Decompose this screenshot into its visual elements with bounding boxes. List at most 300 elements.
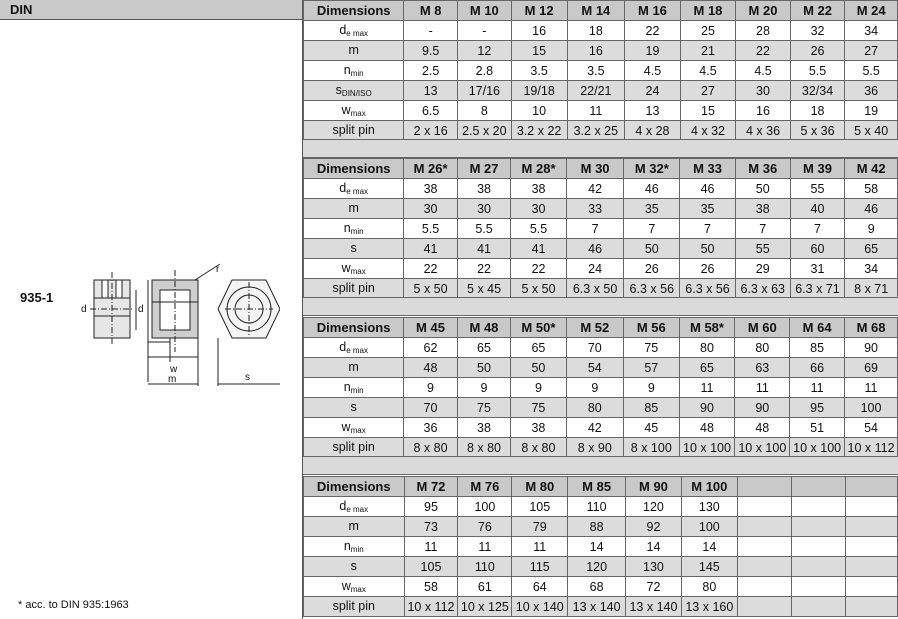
table-cell: 75 bbox=[457, 398, 510, 418]
table-cell: 38 bbox=[457, 418, 510, 438]
table-cell: 48 bbox=[735, 418, 790, 438]
table-cell: 5.5 bbox=[845, 61, 898, 81]
table-cell: 50 bbox=[511, 358, 566, 378]
row-label-main: split pin bbox=[332, 599, 375, 613]
table-cell bbox=[845, 557, 897, 577]
table-row bbox=[304, 219, 898, 239]
row-label-main: s bbox=[350, 400, 357, 414]
drawing-label-w: w bbox=[170, 364, 178, 375]
table-cell: 3.2 x 22 bbox=[511, 121, 567, 141]
table-cell: 130 bbox=[681, 497, 737, 517]
table-cell: 10 bbox=[511, 101, 567, 121]
table-cell: 21 bbox=[680, 41, 736, 61]
table-cell: 9 bbox=[404, 378, 457, 398]
table-cell: 50 bbox=[735, 179, 790, 199]
table-cell: 90 bbox=[679, 398, 735, 418]
row-label-subscript: min bbox=[350, 69, 364, 78]
thread-size-header: M 26* bbox=[404, 159, 458, 179]
row-label bbox=[304, 219, 404, 239]
table-cell: 22 bbox=[457, 259, 511, 279]
table-cell: 6.3 x 50 bbox=[566, 279, 624, 299]
table-cell: 58 bbox=[404, 577, 458, 597]
table-cell: 64 bbox=[512, 577, 568, 597]
table-cell: 4 x 36 bbox=[736, 121, 791, 141]
table-cell: 15 bbox=[511, 41, 567, 61]
table-row bbox=[304, 577, 898, 597]
table-cell: 58 bbox=[845, 179, 898, 199]
table-cell: 61 bbox=[458, 577, 512, 597]
thread-size-header: M 36 bbox=[735, 159, 790, 179]
table-cell: 62 bbox=[404, 338, 457, 358]
table-cell: 57 bbox=[623, 358, 679, 378]
thread-size-header: M 24 bbox=[845, 1, 898, 21]
table-cell: 10 x 100 bbox=[679, 438, 735, 458]
table-cell bbox=[737, 577, 791, 597]
thread-size-header: M 64 bbox=[790, 318, 845, 338]
table-cell: 9 bbox=[566, 378, 623, 398]
table-cell: 38 bbox=[735, 199, 790, 219]
table-cell: 68 bbox=[568, 577, 626, 597]
table-cell: 16 bbox=[511, 21, 567, 41]
table-row bbox=[304, 259, 898, 279]
row-label bbox=[304, 259, 404, 279]
table-cell: 80 bbox=[681, 577, 737, 597]
table-cell: 100 bbox=[458, 497, 512, 517]
table-cell: 120 bbox=[626, 497, 682, 517]
dimensions-header-cell: Dimensions bbox=[304, 159, 404, 179]
row-label bbox=[304, 279, 404, 299]
row-label-subscript: e max bbox=[346, 187, 369, 196]
table-cell: 18 bbox=[567, 21, 625, 41]
table-cell: 9.5 bbox=[404, 41, 458, 61]
table-row bbox=[304, 338, 898, 358]
thread-size-header: M 14 bbox=[567, 1, 625, 21]
table-cell bbox=[737, 537, 791, 557]
table-cell: 5 x 36 bbox=[790, 121, 845, 141]
table-cell: 79 bbox=[512, 517, 568, 537]
table-cell: 130 bbox=[626, 557, 682, 577]
row-label bbox=[304, 199, 404, 219]
table-row bbox=[304, 517, 898, 537]
row-label-main: w bbox=[341, 103, 351, 117]
table-cell: 30 bbox=[404, 199, 458, 219]
table-cell: 25 bbox=[680, 21, 736, 41]
thread-size-header: M 28* bbox=[511, 159, 566, 179]
table-row bbox=[304, 418, 898, 438]
drawing-label-s: s bbox=[245, 372, 250, 383]
row-label bbox=[304, 557, 405, 577]
table-row bbox=[304, 61, 898, 81]
thread-size-header: M 48 bbox=[457, 318, 510, 338]
thread-size-header bbox=[845, 477, 897, 497]
thread-size-header bbox=[737, 477, 791, 497]
table-cell: 72 bbox=[626, 577, 682, 597]
thread-size-header: M 68 bbox=[845, 318, 898, 338]
table-cell: 9 bbox=[511, 378, 566, 398]
table-cell: 6.3 x 56 bbox=[680, 279, 736, 299]
row-label-main: n bbox=[343, 63, 351, 77]
table-cell: 13 bbox=[404, 81, 458, 101]
table-cell: 14 bbox=[568, 537, 626, 557]
table-cell: 10 x 100 bbox=[735, 438, 790, 458]
table-row bbox=[304, 378, 898, 398]
table-cell: 65 bbox=[457, 338, 510, 358]
thread-size-header: M 39 bbox=[790, 159, 845, 179]
table-cell: 11 bbox=[679, 378, 735, 398]
row-label bbox=[304, 418, 404, 438]
thread-size-header: M 42 bbox=[845, 159, 898, 179]
table-cell: 46 bbox=[845, 199, 898, 219]
table-separator bbox=[303, 297, 898, 316]
table-cell: 70 bbox=[404, 398, 457, 418]
row-label bbox=[304, 358, 404, 378]
table-cell: 27 bbox=[845, 41, 898, 61]
row-label-main: n bbox=[343, 539, 351, 553]
row-label bbox=[304, 338, 404, 358]
table-cell: 38 bbox=[511, 179, 566, 199]
thread-size-header: M 45 bbox=[404, 318, 457, 338]
table-cell: 42 bbox=[566, 418, 623, 438]
table-cell: 85 bbox=[790, 338, 845, 358]
row-label bbox=[304, 497, 405, 517]
table-cell: 22 bbox=[625, 21, 681, 41]
table-cell: 65 bbox=[511, 338, 566, 358]
table-cell: 16 bbox=[567, 41, 625, 61]
row-label-main: split pin bbox=[332, 281, 375, 295]
table-cell: 36 bbox=[404, 418, 457, 438]
table-cell: 60 bbox=[790, 239, 845, 259]
table-cell: 22 bbox=[736, 41, 791, 61]
table-cell: 8 x 80 bbox=[457, 438, 510, 458]
table-cell: 92 bbox=[626, 517, 682, 537]
row-label-main: d bbox=[339, 340, 347, 354]
table-cell: 22/21 bbox=[567, 81, 625, 101]
table-cell: 5.5 bbox=[404, 219, 458, 239]
row-label-subscript: min bbox=[350, 386, 364, 395]
table-cell: 8 x 80 bbox=[404, 438, 457, 458]
table-cell: 41 bbox=[404, 239, 458, 259]
dimension-table bbox=[303, 0, 898, 141]
table-cell: 95 bbox=[404, 497, 458, 517]
table-row bbox=[304, 21, 898, 41]
table-cell: 50 bbox=[680, 239, 736, 259]
table-cell bbox=[845, 597, 897, 617]
table-cell: 3.5 bbox=[511, 61, 567, 81]
table-cell: 9 bbox=[623, 378, 679, 398]
table-cell: 19/18 bbox=[511, 81, 567, 101]
row-label-main: n bbox=[343, 221, 351, 235]
table-cell: 2.8 bbox=[457, 61, 511, 81]
table-cell: 38 bbox=[404, 179, 458, 199]
thread-size-header: M 27 bbox=[457, 159, 511, 179]
table-cell: 3.5 bbox=[567, 61, 625, 81]
table-cell bbox=[737, 557, 791, 577]
table-cell: 14 bbox=[681, 537, 737, 557]
table-cell: 24 bbox=[625, 81, 681, 101]
table-header-row bbox=[304, 318, 898, 338]
table-cell: 15 bbox=[680, 101, 736, 121]
table-cell: 40 bbox=[790, 199, 845, 219]
thread-size-header: M 30 bbox=[566, 159, 624, 179]
table-cell: 41 bbox=[457, 239, 511, 259]
table-row bbox=[304, 358, 898, 378]
row-label-main: d bbox=[339, 23, 347, 37]
row-label bbox=[304, 81, 404, 101]
table-cell: 70 bbox=[566, 338, 623, 358]
table-cell: 73 bbox=[404, 517, 458, 537]
table-cell bbox=[845, 577, 897, 597]
drawing-label-de: d bbox=[138, 304, 144, 315]
table-cell: 110 bbox=[568, 497, 626, 517]
table-cell: 11 bbox=[512, 537, 568, 557]
thread-size-header: M 72 bbox=[404, 477, 458, 497]
standard-number: 935-1 bbox=[20, 290, 54, 305]
table-cell: 10 x 100 bbox=[790, 438, 845, 458]
dimensions-header-cell: Dimensions bbox=[304, 1, 404, 21]
row-label-main: m bbox=[348, 360, 359, 374]
table-cell: 11 bbox=[790, 378, 845, 398]
table-cell: 4 x 32 bbox=[680, 121, 736, 141]
table-cell: 7 bbox=[735, 219, 790, 239]
row-label bbox=[304, 378, 404, 398]
table-cell: 90 bbox=[845, 338, 898, 358]
row-label-subscript: e max bbox=[346, 505, 369, 514]
table-cell: 100 bbox=[681, 517, 737, 537]
table-cell: 34 bbox=[845, 21, 898, 41]
table-cell: 110 bbox=[458, 557, 512, 577]
table-cell: 30 bbox=[457, 199, 511, 219]
thread-size-header: M 8 bbox=[404, 1, 458, 21]
table-cell: 5.5 bbox=[790, 61, 845, 81]
standard-column bbox=[0, 0, 303, 619]
row-label-main: w bbox=[341, 261, 351, 275]
table-row bbox=[304, 438, 898, 458]
footnote: * acc. to DIN 935:1963 bbox=[18, 599, 129, 611]
table-cell: 5 x 50 bbox=[404, 279, 458, 299]
table-cell: 4.5 bbox=[680, 61, 736, 81]
thread-size-header: M 80 bbox=[512, 477, 568, 497]
thread-size-header: M 50* bbox=[511, 318, 566, 338]
table-cell: 54 bbox=[845, 418, 898, 438]
castle-nut-technical-drawing bbox=[70, 262, 280, 392]
row-label bbox=[304, 239, 404, 259]
row-label-subscript: DIN/ISO bbox=[341, 89, 372, 98]
table-cell: 3.2 x 25 bbox=[567, 121, 625, 141]
table-header-row bbox=[304, 159, 898, 179]
table-cell: 13 bbox=[625, 101, 681, 121]
table-cell: 10 x 112 bbox=[845, 438, 898, 458]
nut-side-view bbox=[90, 272, 134, 344]
table-cell: 30 bbox=[511, 199, 566, 219]
table-cell: 26 bbox=[680, 259, 736, 279]
table-cell: 50 bbox=[624, 239, 680, 259]
table-cell: - bbox=[457, 21, 511, 41]
thread-size-header: M 76 bbox=[458, 477, 512, 497]
table-row bbox=[304, 497, 898, 517]
table-cell: 26 bbox=[790, 41, 845, 61]
table-cell: 4.5 bbox=[736, 61, 791, 81]
row-label bbox=[304, 179, 404, 199]
table-cell: 12 bbox=[457, 41, 511, 61]
table-cell: 6.5 bbox=[404, 101, 458, 121]
thread-size-header: M 12 bbox=[511, 1, 567, 21]
table-cell: 2.5 x 20 bbox=[457, 121, 511, 141]
row-label bbox=[304, 577, 405, 597]
table-cell: 48 bbox=[404, 358, 457, 378]
table-cell: 10 x 125 bbox=[458, 597, 512, 617]
table-header-row bbox=[304, 477, 898, 497]
thread-size-header: M 16 bbox=[625, 1, 681, 21]
table-cell: 120 bbox=[568, 557, 626, 577]
row-label-main: s bbox=[335, 83, 342, 97]
table-cell: 105 bbox=[404, 557, 458, 577]
table-cell: 16 bbox=[736, 101, 791, 121]
dimension-table bbox=[303, 158, 898, 299]
table-row bbox=[304, 179, 898, 199]
table-cell: 31 bbox=[790, 259, 845, 279]
thread-size-header: M 56 bbox=[623, 318, 679, 338]
table-cell: 41 bbox=[511, 239, 566, 259]
table-cell: 14 bbox=[626, 537, 682, 557]
table-cell: 45 bbox=[623, 418, 679, 438]
row-label-subscript: e max bbox=[346, 346, 368, 355]
table-cell: 13 x 140 bbox=[626, 597, 682, 617]
table-cell: 36 bbox=[845, 81, 898, 101]
table-row bbox=[304, 398, 898, 418]
thread-size-header: M 60 bbox=[735, 318, 790, 338]
table-cell: 6.3 x 63 bbox=[735, 279, 790, 299]
table-cell: 38 bbox=[457, 179, 511, 199]
table-cell bbox=[791, 497, 845, 517]
table-cell: 19 bbox=[625, 41, 681, 61]
table-cell: 95 bbox=[790, 398, 845, 418]
nut-section-view bbox=[136, 270, 198, 386]
table-cell: 105 bbox=[512, 497, 568, 517]
table-cell: 22 bbox=[404, 259, 458, 279]
table-cell bbox=[845, 537, 897, 557]
thread-size-header: M 20 bbox=[736, 1, 791, 21]
table-cell: 65 bbox=[679, 358, 735, 378]
thread-size-header bbox=[791, 477, 845, 497]
table-cell: 5 x 50 bbox=[511, 279, 566, 299]
table-cell: 32 bbox=[790, 21, 845, 41]
table-cell: 9 bbox=[457, 378, 510, 398]
table-cell: 18 bbox=[790, 101, 845, 121]
table-cell: 7 bbox=[680, 219, 736, 239]
table-cell: 8 bbox=[457, 101, 511, 121]
table-cell bbox=[845, 517, 897, 537]
table-cell: 50 bbox=[457, 358, 510, 378]
table-separator bbox=[303, 139, 898, 158]
thread-size-header: M 33 bbox=[680, 159, 736, 179]
thread-size-header: M 22 bbox=[790, 1, 845, 21]
row-label-main: s bbox=[350, 241, 357, 255]
dimensions-header-cell: Dimensions bbox=[304, 477, 405, 497]
table-cell: 2.5 bbox=[404, 61, 458, 81]
table-cell: 46 bbox=[680, 179, 736, 199]
row-label-main: split pin bbox=[332, 440, 375, 454]
table-cell: 76 bbox=[458, 517, 512, 537]
table-cell: 42 bbox=[566, 179, 624, 199]
table-row bbox=[304, 121, 898, 141]
row-label-subscript: min bbox=[350, 545, 364, 554]
table-cell: 7 bbox=[624, 219, 680, 239]
table-cell: 10 x 140 bbox=[512, 597, 568, 617]
table-cell: 35 bbox=[680, 199, 736, 219]
table-header-row bbox=[304, 1, 898, 21]
row-label bbox=[304, 41, 404, 61]
row-label-main: n bbox=[343, 380, 351, 394]
table-row bbox=[304, 199, 898, 219]
table-cell: 75 bbox=[511, 398, 566, 418]
table-cell: 11 bbox=[845, 378, 898, 398]
table-cell: 115 bbox=[512, 557, 568, 577]
table-cell: 5.5 bbox=[457, 219, 511, 239]
row-label-main: w bbox=[341, 579, 351, 593]
table-cell bbox=[791, 537, 845, 557]
table-cell: 88 bbox=[568, 517, 626, 537]
table-cell: 5 x 40 bbox=[845, 121, 898, 141]
table-cell: 34 bbox=[845, 259, 898, 279]
table-cell: 7 bbox=[566, 219, 624, 239]
table-cell: 33 bbox=[566, 199, 624, 219]
table-cell bbox=[845, 497, 897, 517]
table-cell: 85 bbox=[623, 398, 679, 418]
table-cell: 11 bbox=[735, 378, 790, 398]
row-label bbox=[304, 537, 405, 557]
table-row bbox=[304, 239, 898, 259]
thread-size-header: M 18 bbox=[680, 1, 736, 21]
table-cell: 11 bbox=[458, 537, 512, 557]
table-cell: 30 bbox=[736, 81, 791, 101]
table-cell: 54 bbox=[566, 358, 623, 378]
table-cell: 75 bbox=[623, 338, 679, 358]
table-cell bbox=[791, 517, 845, 537]
table-cell: 26 bbox=[624, 259, 680, 279]
thread-size-header: M 32* bbox=[624, 159, 680, 179]
table-cell: 28 bbox=[736, 21, 791, 41]
row-label-main: s bbox=[350, 559, 357, 573]
table-cell: 8 x 100 bbox=[623, 438, 679, 458]
row-label-main: d bbox=[339, 181, 347, 195]
thread-size-header: M 85 bbox=[568, 477, 626, 497]
table-cell: 55 bbox=[790, 179, 845, 199]
table-cell: 51 bbox=[790, 418, 845, 438]
table-cell: 8 x 90 bbox=[566, 438, 623, 458]
table-cell: 63 bbox=[735, 358, 790, 378]
table-cell: 69 bbox=[845, 358, 898, 378]
table-cell bbox=[737, 497, 791, 517]
table-cell: 5.5 bbox=[511, 219, 566, 239]
row-label-main: d bbox=[339, 499, 347, 513]
table-cell: 80 bbox=[566, 398, 623, 418]
nut-top-view bbox=[195, 264, 280, 386]
table-cell: 100 bbox=[845, 398, 898, 418]
row-label bbox=[304, 61, 404, 81]
row-label-subscript: max bbox=[350, 267, 366, 276]
table-cell: 6.3 x 71 bbox=[790, 279, 845, 299]
table-cell: 90 bbox=[735, 398, 790, 418]
row-label-main: m bbox=[348, 43, 359, 57]
table-row bbox=[304, 81, 898, 101]
row-label-main: m bbox=[348, 201, 359, 215]
table-row bbox=[304, 279, 898, 299]
table-cell bbox=[791, 557, 845, 577]
table-row bbox=[304, 101, 898, 121]
table-cell: 17/16 bbox=[457, 81, 511, 101]
standard-column-header: DIN bbox=[0, 0, 302, 20]
row-label-main: m bbox=[348, 519, 359, 533]
